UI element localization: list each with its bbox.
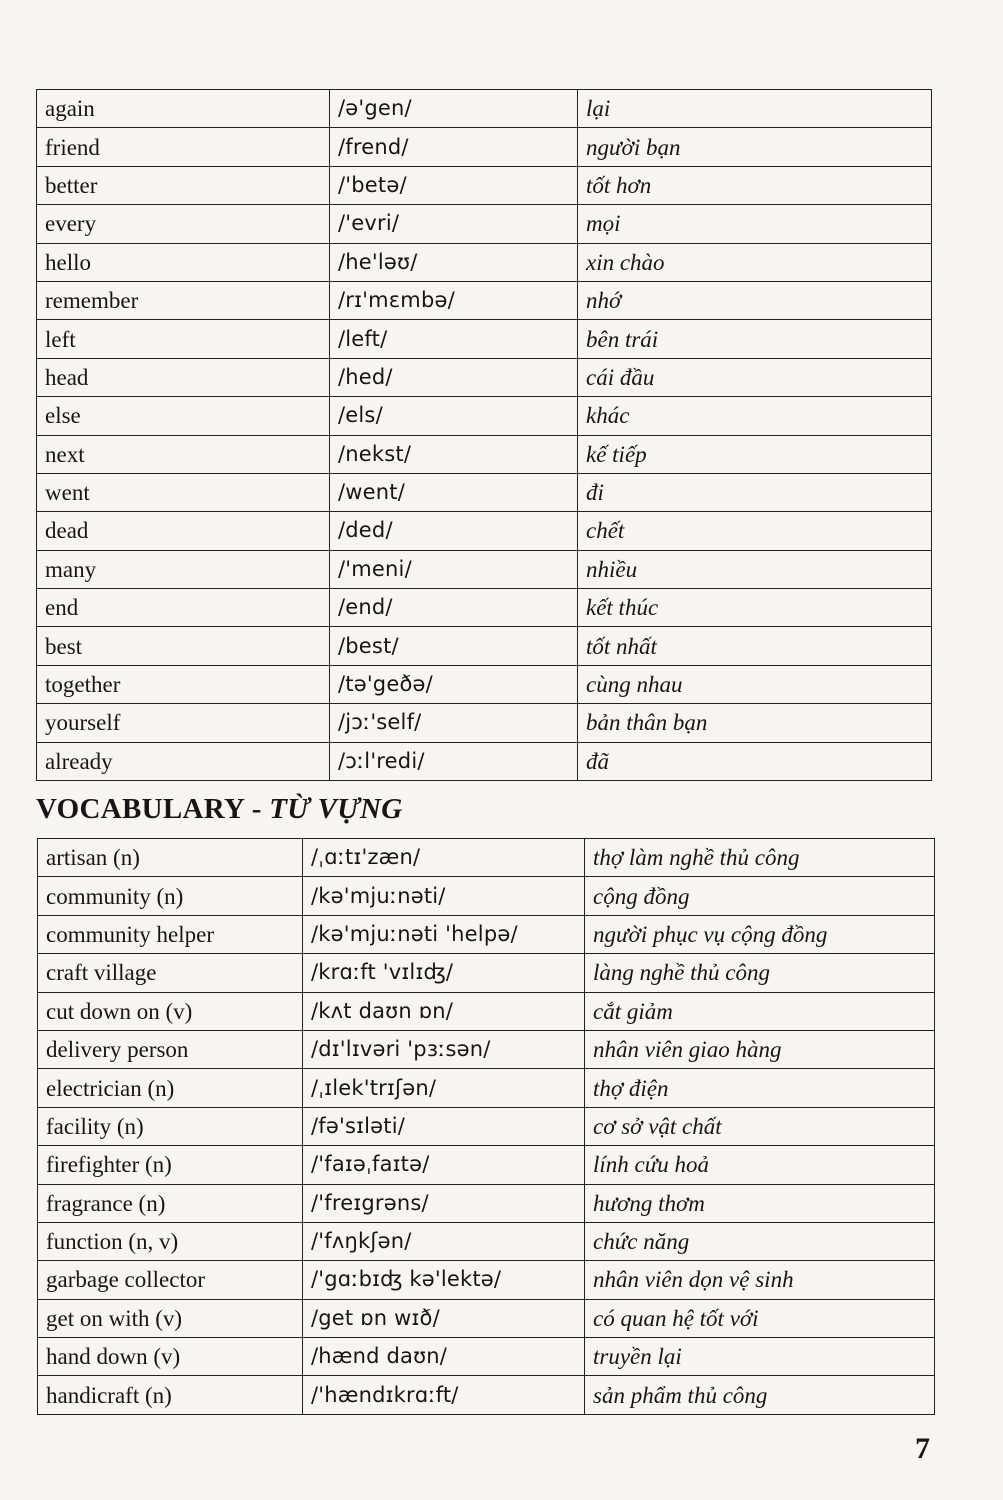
meaning-cell: lại	[578, 90, 932, 128]
table-row	[38, 839, 935, 877]
word-cell: else	[37, 397, 330, 435]
word-cell: cut down on (v)	[38, 992, 303, 1030]
meaning-cell: lính cứu hoả	[585, 1146, 935, 1184]
table-row	[37, 512, 932, 550]
meaning-cell: bản thân bạn	[578, 704, 932, 742]
table-row	[37, 742, 932, 780]
table-row	[37, 166, 932, 204]
ipa-cell: /ded/	[330, 512, 578, 550]
ipa-cell: /left/	[330, 320, 578, 358]
ipa-cell: /tə'geðə/	[330, 665, 578, 703]
word-cell: yourself	[37, 704, 330, 742]
ipa-cell: /ˌɑːtɪ'zæn/	[303, 839, 585, 877]
word-cell: community (n)	[38, 877, 303, 915]
table-row	[38, 954, 935, 992]
word-cell: dead	[37, 512, 330, 550]
word-cell: better	[37, 166, 330, 204]
word-cell: function (n, v)	[38, 1222, 303, 1260]
table-row	[38, 877, 935, 915]
word-cell: get on with (v)	[38, 1299, 303, 1337]
word-cell: craft village	[38, 954, 303, 992]
meaning-cell: mọi	[578, 205, 932, 243]
word-cell: every	[37, 205, 330, 243]
meaning-cell: truyền lại	[585, 1338, 935, 1376]
word-cell: again	[37, 90, 330, 128]
table-row	[37, 435, 932, 473]
table-row	[37, 90, 932, 128]
table-row	[38, 992, 935, 1030]
word-list-table	[36, 89, 932, 781]
meaning-cell: cùng nhau	[578, 665, 932, 703]
ipa-cell: /hed/	[330, 358, 578, 396]
table-row	[38, 915, 935, 953]
word-cell: friend	[37, 128, 330, 166]
table-row	[37, 128, 932, 166]
meaning-cell: tốt nhất	[578, 627, 932, 665]
meaning-cell: nhiều	[578, 550, 932, 588]
vocabulary-table	[37, 838, 935, 1415]
ipa-cell: /'gɑːbɪʤ kə'lektə/	[303, 1261, 585, 1299]
word-cell: firefighter (n)	[38, 1146, 303, 1184]
ipa-cell: /hænd daʊn/	[303, 1338, 585, 1376]
meaning-cell: thợ điện	[585, 1069, 935, 1107]
ipa-cell: /'hændɪkrɑːft/	[303, 1376, 585, 1414]
table-row	[37, 704, 932, 742]
table-row	[37, 550, 932, 588]
table-row	[37, 589, 932, 627]
ipa-cell: /'evri/	[330, 205, 578, 243]
vocabulary-heading-vi: TỪ VỰNG	[269, 793, 403, 825]
vocabulary-body	[38, 839, 935, 1415]
word-cell: next	[37, 435, 330, 473]
word-list-body	[37, 90, 932, 781]
ipa-cell: /els/	[330, 397, 578, 435]
table-row	[38, 1030, 935, 1068]
meaning-cell: cơ sở vật chất	[585, 1107, 935, 1145]
meaning-cell: nhân viên dọn vệ sinh	[585, 1261, 935, 1299]
ipa-cell: /went/	[330, 473, 578, 511]
word-cell: together	[37, 665, 330, 703]
word-cell: garbage collector	[38, 1261, 303, 1299]
word-cell: best	[37, 627, 330, 665]
table-row	[38, 1222, 935, 1260]
word-cell: already	[37, 742, 330, 780]
table-row	[38, 1261, 935, 1299]
ipa-cell: /kə'mjuːnəti 'helpə/	[303, 915, 585, 953]
word-cell: end	[37, 589, 330, 627]
table-row	[38, 1299, 935, 1337]
word-cell: went	[37, 473, 330, 511]
word-cell: head	[37, 358, 330, 396]
table-row	[38, 1376, 935, 1414]
table-row	[37, 627, 932, 665]
meaning-cell: cắt giảm	[585, 992, 935, 1030]
word-cell: left	[37, 320, 330, 358]
meaning-cell: kế tiếp	[578, 435, 932, 473]
word-cell: artisan (n)	[38, 839, 303, 877]
ipa-cell: /kə'mjuːnəti/	[303, 877, 585, 915]
meaning-cell: tốt hơn	[578, 166, 932, 204]
ipa-cell: /krɑːft 'vɪlɪʤ/	[303, 954, 585, 992]
table-row	[37, 358, 932, 396]
ipa-cell: /ˌɪlek'trɪʃən/	[303, 1069, 585, 1107]
ipa-cell: /he'ləʊ/	[330, 243, 578, 281]
vocabulary-heading	[36, 793, 402, 826]
word-cell: remember	[37, 281, 330, 319]
meaning-cell: khác	[578, 397, 932, 435]
meaning-cell: có quan hệ tốt với	[585, 1299, 935, 1337]
ipa-cell: /ɔːl'redi/	[330, 742, 578, 780]
table-row	[37, 243, 932, 281]
meaning-cell: người phục vụ cộng đồng	[585, 915, 935, 953]
meaning-cell: nhân viên giao hàng	[585, 1030, 935, 1068]
word-cell: electrician (n)	[38, 1069, 303, 1107]
meaning-cell: đã	[578, 742, 932, 780]
ipa-cell: /'meni/	[330, 550, 578, 588]
meaning-cell: đi	[578, 473, 932, 511]
meaning-cell: chết	[578, 512, 932, 550]
ipa-cell: /frend/	[330, 128, 578, 166]
ipa-cell: /dɪ'lɪvəri 'pɜːsən/	[303, 1030, 585, 1068]
table-row	[38, 1146, 935, 1184]
meaning-cell: nhớ	[578, 281, 932, 319]
word-cell: hello	[37, 243, 330, 281]
meaning-cell: bên trái	[578, 320, 932, 358]
ipa-cell: /ə'gen/	[330, 90, 578, 128]
meaning-cell: làng nghề thủ công	[585, 954, 935, 992]
meaning-cell: sản phẩm thủ công	[585, 1376, 935, 1414]
ipa-cell: /best/	[330, 627, 578, 665]
meaning-cell: người bạn	[578, 128, 932, 166]
table-row	[37, 205, 932, 243]
meaning-cell: thợ làm nghề thủ công	[585, 839, 935, 877]
meaning-cell: hương thơm	[585, 1184, 935, 1222]
table-row	[37, 397, 932, 435]
table-row	[37, 281, 932, 319]
ipa-cell: /'fʌŋkʃən/	[303, 1222, 585, 1260]
meaning-cell: kết thúc	[578, 589, 932, 627]
ipa-cell: /'betə/	[330, 166, 578, 204]
word-cell: handicraft (n)	[38, 1376, 303, 1414]
ipa-cell: /rɪ'mɛmbə/	[330, 281, 578, 319]
ipa-cell: /get ɒn wɪð/	[303, 1299, 585, 1337]
page-number: 7	[915, 1432, 930, 1465]
word-cell: delivery person	[38, 1030, 303, 1068]
ipa-cell: /'faɪəˌfaɪtə/	[303, 1146, 585, 1184]
table-row	[37, 473, 932, 511]
meaning-cell: cái đầu	[578, 358, 932, 396]
ipa-cell: /jɔː'self/	[330, 704, 578, 742]
table-row	[38, 1107, 935, 1145]
word-cell: facility (n)	[38, 1107, 303, 1145]
word-cell: fragrance (n)	[38, 1184, 303, 1222]
meaning-cell: xin chào	[578, 243, 932, 281]
vocabulary-heading-en: VOCABULARY -	[36, 793, 270, 825]
word-cell: hand down (v)	[38, 1338, 303, 1376]
ipa-cell: /fə'sɪləti/	[303, 1107, 585, 1145]
table-row	[37, 320, 932, 358]
ipa-cell: /end/	[330, 589, 578, 627]
ipa-cell: /nekst/	[330, 435, 578, 473]
table-row	[37, 665, 932, 703]
table-row	[38, 1338, 935, 1376]
meaning-cell: chức năng	[585, 1222, 935, 1260]
ipa-cell: /kʌt daʊn ɒn/	[303, 992, 585, 1030]
table-row	[38, 1069, 935, 1107]
table-row	[38, 1184, 935, 1222]
word-cell: community helper	[38, 915, 303, 953]
ipa-cell: /'freɪgrəns/	[303, 1184, 585, 1222]
word-cell: many	[37, 550, 330, 588]
meaning-cell: cộng đồng	[585, 877, 935, 915]
